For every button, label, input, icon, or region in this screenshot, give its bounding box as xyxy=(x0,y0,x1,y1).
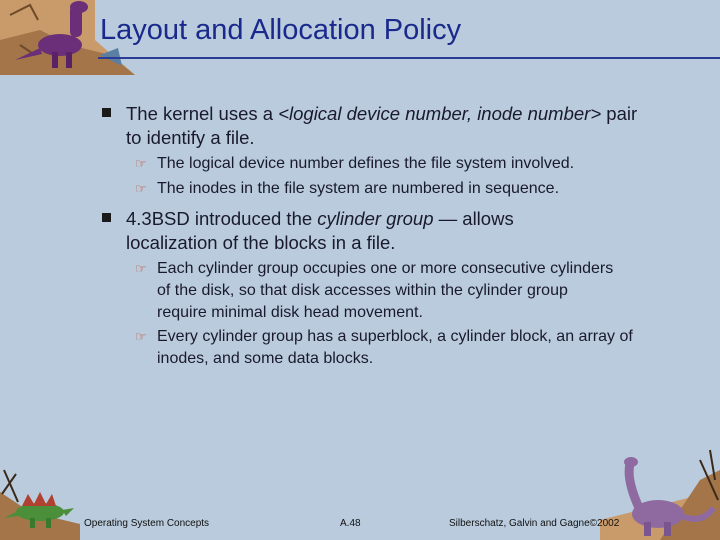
sub-bullet-1-1 xyxy=(135,153,677,175)
sub-bullet-text: The inodes in the file system are numbered in sequence. xyxy=(157,180,560,197)
bullet-2-italic: cylinder group xyxy=(317,208,434,229)
bullet-1-italic: <logical device number, inode number> xyxy=(278,103,602,124)
footer-page-number: A.48 xyxy=(340,518,361,529)
bullet-1 xyxy=(126,102,646,150)
page-title: Layout and Allocation Policy xyxy=(100,14,462,46)
bullet-2 xyxy=(126,207,606,255)
square-bullet-icon xyxy=(102,213,111,222)
pointing-hand-icon: ☞ xyxy=(135,329,147,344)
sub-bullet-2-2 xyxy=(135,326,637,370)
bullet-1-text: The kernel uses a xyxy=(126,103,279,124)
bullet-2-text: 4.3BSD introduced the xyxy=(126,208,318,229)
sub-bullet-2-1 xyxy=(135,258,617,324)
sub-bullet-text: Each cylinder group occupies one or more consecutive cylinders of the disk, so that disk accesses within the cylinder group require minimal disk head movement. xyxy=(157,260,614,321)
title-divider xyxy=(98,57,720,59)
bullet-1-text-end: pair to identify a file. xyxy=(126,103,638,148)
pointing-hand-icon: ☞ xyxy=(135,156,147,171)
pointing-hand-icon: ☞ xyxy=(135,261,147,276)
footer-authors: Silberschatz, Galvin and Gagne©2002 xyxy=(449,518,620,529)
sub-bullet-text: Every cylinder group has a superblock, a cylinder block, an array of inodes, and some data blocks. xyxy=(157,328,633,367)
square-bullet-icon xyxy=(102,108,111,117)
sub-bullet-text: The logical device number defines the file system involved. xyxy=(157,155,575,172)
footer-course: Operating System Concepts xyxy=(84,518,210,529)
bullet-2-text-end: — allows localization of the blocks in a file. xyxy=(126,208,514,253)
stegosaurus-illustration xyxy=(0,462,80,540)
sub-bullet-1-2 xyxy=(135,178,677,200)
pointing-hand-icon: ☞ xyxy=(135,181,147,196)
